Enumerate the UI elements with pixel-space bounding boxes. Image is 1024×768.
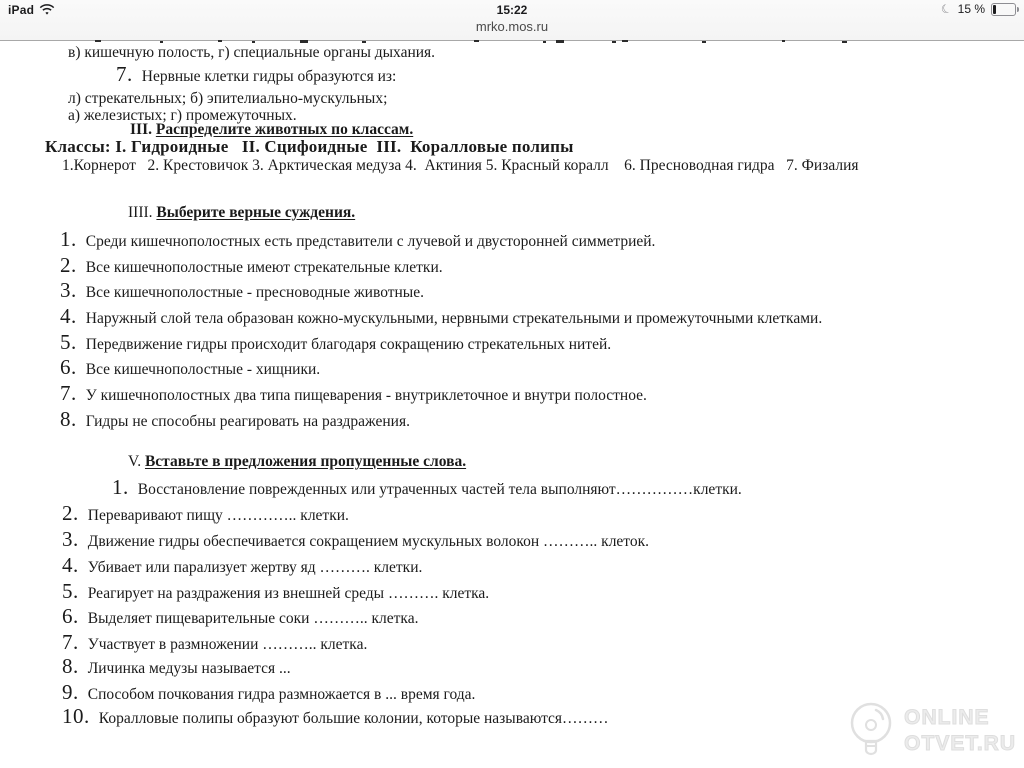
status-bar	[0, 0, 1024, 20]
item-number: 4.	[62, 553, 79, 577]
section-5-heading	[128, 453, 466, 471]
watermark-line2: OTVET.RU	[904, 732, 1016, 755]
fill-blank-item	[62, 553, 422, 578]
animals-line: 1.Корнерот 2. Крестовичок 3. Арктическая медуза 4. Актиния 5. Красный коралл 6. Пресноводная гидра 7. Физалия	[62, 157, 859, 174]
item-number: 9.	[62, 680, 79, 704]
item-text: Личинка медузы называется ...	[87, 660, 291, 677]
section-5-numeral: V.	[128, 453, 145, 470]
watermark-line1: ONLINE	[904, 705, 990, 729]
item-text: Выделяет пищеварительные соки ……….. клетка.	[87, 610, 419, 627]
item-text: Убивает или парализует жертву яд ………. клетки.	[87, 559, 423, 576]
section-3-numeral: III.	[130, 121, 156, 138]
judgement-item	[60, 381, 647, 406]
address-bar[interactable]	[0, 19, 1024, 34]
battery-icon	[991, 3, 1016, 16]
question-7-options-1: л) стрекательных; б) эпителиально-мускульных;	[68, 90, 388, 107]
item-number: 7.	[60, 381, 77, 405]
item-number: 8.	[60, 407, 77, 431]
item-text: Все кишечнополостные - пресноводные животные.	[85, 284, 424, 301]
fill-blank-item	[62, 630, 367, 655]
safari-chrome	[0, 0, 1024, 41]
section-4-numeral: IIII.	[128, 204, 157, 221]
item-number: 3.	[62, 527, 79, 551]
item-text: Коралловые полипы образуют большие колонии, которые называются………	[98, 710, 609, 727]
fill-blank-item	[62, 604, 418, 629]
item-text: Передвижение гидры происходит благодаря сокращению стрекательных нитей.	[85, 336, 612, 353]
item-text: Способом почкования гидра размножается в ... время года.	[87, 686, 476, 703]
clock: 15:22	[496, 3, 528, 17]
item-text: Переваривают пищу ………….. клетки.	[87, 507, 349, 524]
onlineotvet-watermark	[840, 698, 1016, 764]
item-number: 3.	[60, 278, 77, 302]
item-text: У кишечнополостных два типа пищеварения - внутриклеточное и внутри полостное.	[85, 387, 647, 404]
item-number: 2.	[62, 501, 79, 525]
item-number: 5.	[60, 330, 77, 354]
item-number: 8.	[62, 654, 79, 678]
lightbulb-icon	[840, 698, 902, 764]
item-number: 6.	[60, 355, 77, 379]
classes-line: Классы: I. Гидроидные II. Сцифоидные III. Коралловые полипы	[45, 137, 574, 156]
judgement-item	[60, 355, 320, 380]
item-text: Все кишечнополостные - хищники.	[85, 361, 321, 378]
item-text: Восстановление поврежденных или утраченных частей тела выполняют……………клетки.	[137, 481, 742, 498]
item-text: Все кишечнополостные имеют стрекательные клетки.	[85, 259, 443, 276]
fill-blank-item	[62, 680, 475, 705]
device-label: iPad	[8, 3, 35, 17]
fill-blank-item	[62, 579, 489, 604]
item-number: 4.	[60, 304, 77, 328]
battery-percent: 15 %	[957, 2, 985, 16]
judgement-item	[60, 278, 424, 303]
fill-blank-item	[62, 527, 649, 552]
item-text: Среди кишечнополостных есть представители с лучевой и двусторонней симметрией.	[85, 233, 656, 250]
fill-blank-item	[112, 475, 742, 500]
item-text: Движение гидры обеспечивается сокращением мускульных волокон ……….. клеток.	[87, 533, 650, 550]
clipped-text-remnant	[0, 40, 900, 43]
url-text[interactable]: mrko.mos.ru	[475, 19, 549, 34]
question-text: Нервные клетки гидры образуются из:	[141, 68, 397, 85]
item-number: 5.	[62, 579, 79, 603]
fill-blank-item	[62, 501, 349, 526]
question-number: 7.	[116, 62, 133, 86]
section-4-heading	[128, 204, 355, 222]
judgement-item	[60, 330, 611, 355]
section-3-title: Распределите животных по классам.	[155, 121, 414, 138]
judgement-item	[60, 304, 822, 329]
item-text: Гидры не способны реагировать на раздражения.	[85, 413, 410, 430]
item-text: Наружный слой тела образован кожно-мускульными, нервными стрекательными и промежуточными клетками.	[85, 310, 823, 327]
item-number: 2.	[60, 253, 77, 277]
judgement-item	[60, 227, 655, 252]
question-7-options-2: а) железистых; г) промежуточных.	[68, 107, 297, 124]
answer-options-line: в) кишечную полость, г) специальные органы дыхания.	[68, 44, 436, 61]
fill-blank-item	[62, 654, 291, 679]
quiz-document[interactable]	[0, 41, 1024, 768]
judgement-item	[60, 253, 443, 278]
question-7	[116, 62, 396, 87]
item-number: 10.	[62, 704, 90, 728]
item-number: 1.	[112, 475, 129, 499]
item-number: 6.	[62, 604, 79, 628]
section-5-title: Вставьте в предложения пропущенные слова.	[144, 453, 467, 470]
item-number: 7.	[62, 630, 79, 654]
section-4-title: Выберите верные суждения.	[156, 204, 356, 221]
fill-blank-item	[62, 704, 609, 729]
item-text: Реагирует на раздражения из внешней среды ………. клетка.	[87, 585, 490, 602]
item-text: Участвует в размножении ……….. клетка.	[87, 636, 368, 653]
judgement-item	[60, 407, 410, 432]
do-not-disturb-moon-icon: ☾	[938, 0, 954, 18]
item-number: 1.	[60, 227, 77, 251]
